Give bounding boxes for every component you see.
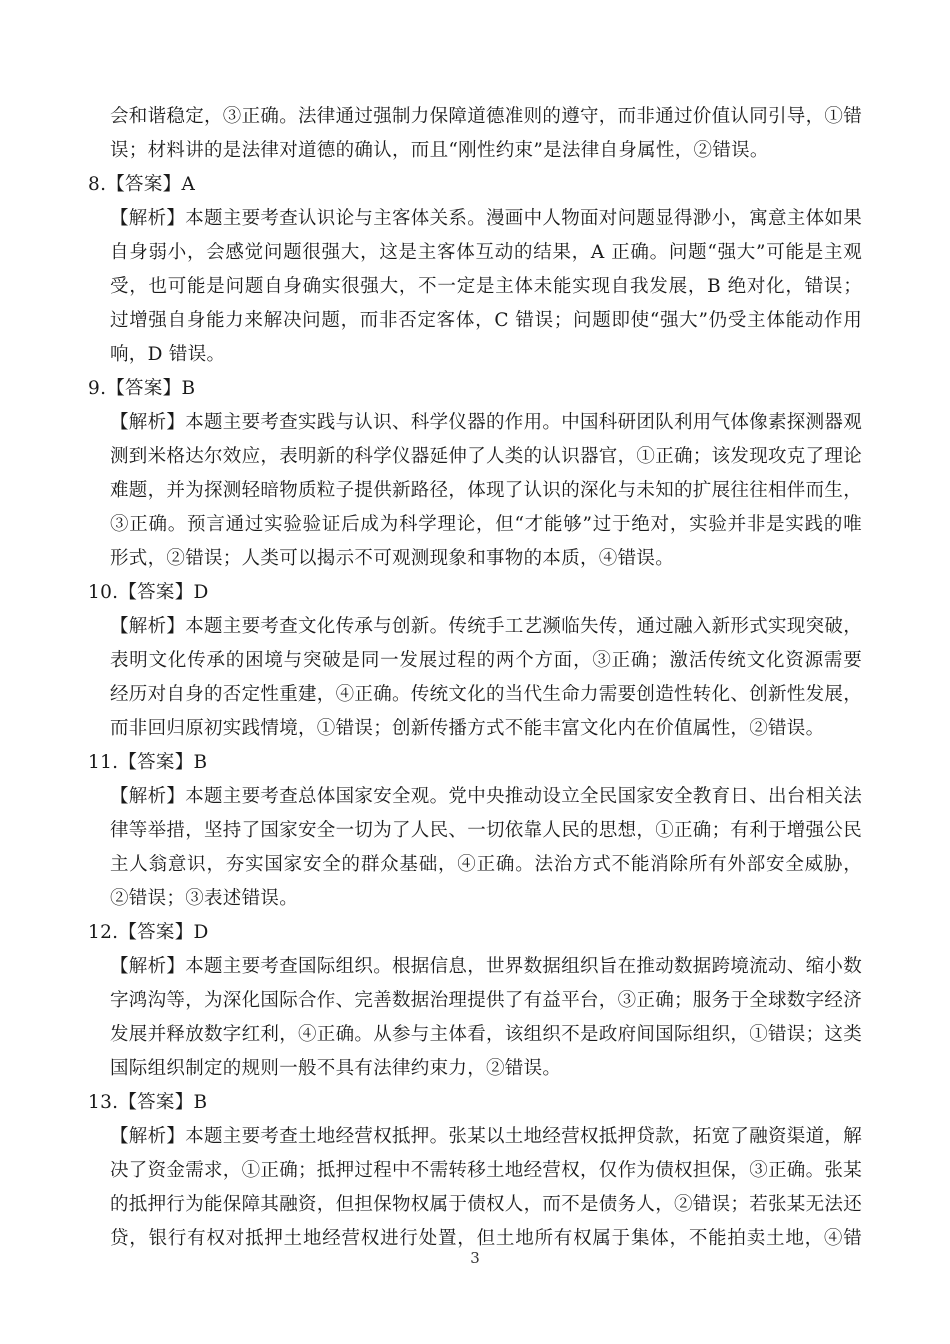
analysis-line: 而非回归原初实践情境，①错误；创新传播方式不能丰富文化内在价值属性，②错误。 bbox=[110, 718, 825, 739]
analysis-line: 律等举措，坚持了国家安全一切为了人民、一切依靠人民的思想，①正确；有利于增强公民 bbox=[110, 820, 862, 841]
analysis-line: 主人翁意识，夯实国家安全的群众基础，④正确。法治方式不能消除所有外部安全威胁， bbox=[110, 854, 862, 875]
text-line: 误；材料讲的是法律对道德的确认，而且“刚性约束”是法律自身属性，②错误。 bbox=[110, 140, 769, 161]
analysis-line: 过增强自身能力来解决问题，而非否定客体，C 错误；问题即使“强大”仍受主体能动作用 bbox=[110, 310, 862, 331]
analysis-line: 决了资金需求，①正确；抵押过程中不需转移土地经营权，仅作为债权担保，③正确。张某 bbox=[110, 1160, 862, 1181]
analysis-line: 【解析】本题主要考查国际组织。根据信息，世界数据组织旨在推动数据跨境流动、缩小数 bbox=[110, 956, 862, 977]
answer-heading: 8.【答案】A bbox=[88, 174, 196, 195]
analysis-line: 难题，并为探测轻暗物质粒子提供新路径，体现了认识的深化与未知的扩展往往相伴而生， bbox=[110, 480, 862, 501]
answer-heading: 9.【答案】B bbox=[88, 378, 196, 399]
analysis-line: 发展并释放数字红利，④正确。从参与主体看，该组织不是政府间国际组织，①错误；这类 bbox=[110, 1024, 862, 1045]
analysis-line: 【解析】本题主要考查总体国家安全观。党中央推动设立全民国家安全教育日、出台相关法 bbox=[110, 786, 862, 807]
analysis-line: 响，D 错误。 bbox=[110, 344, 226, 365]
answer-heading: 12.【答案】D bbox=[88, 922, 209, 943]
analysis-line: 受，也可能是问题自身确实很强大，不一定是主体未能实现自我发展，B 绝对化，错误； bbox=[110, 276, 862, 297]
analysis-line: 表明文化传承的困境与突破是同一发展过程的两个方面，③正确；激活传统文化资源需要 bbox=[110, 650, 862, 671]
answer-heading: 13.【答案】B bbox=[88, 1092, 208, 1113]
page-number: 3 bbox=[470, 1249, 480, 1267]
answer-heading: 10.【答案】D bbox=[88, 582, 209, 603]
analysis-line: 【解析】本题主要考查文化传承与创新。传统手工艺濒临失传，通过融入新形式实现突破， bbox=[110, 616, 862, 637]
analysis-line: 的抵押行为能保障其融资，但担保物权属于债权人，而不是债务人，②错误；若张某无法还 bbox=[110, 1194, 862, 1215]
analysis-line: 自身弱小，会感觉问题很强大，这是主客体互动的结果，A 正确。问题“强大”可能是主观 bbox=[110, 242, 862, 263]
answer-heading: 11.【答案】B bbox=[88, 752, 208, 773]
analysis-line: 贷，银行有权对抵押土地经营权进行处置，但土地所有权属于集体，不能拍卖土地，④错 bbox=[110, 1228, 862, 1249]
analysis-line: ②错误；③表述错误。 bbox=[110, 888, 299, 909]
analysis-line: 经历对自身的否定性重建，④正确。传统文化的当代生命力需要创造性转化、创新性发展， bbox=[110, 684, 862, 705]
analysis-line: ③正确。预言通过实验验证后成为科学理论，但“才能够”过于绝对，实验并非是实践的唯 bbox=[110, 514, 862, 535]
analysis-line: 形式，②错误；人类可以揭示不可观测现象和事物的本质，④错误。 bbox=[110, 548, 675, 569]
analysis-line: 测到米格达尔效应，表明新的科学仪器延伸了人类的认识器官，①正确；该发现攻克了理论 bbox=[110, 446, 862, 467]
analysis-line: 【解析】本题主要考查认识论与主客体关系。漫画中人物面对问题显得渺小，寓意主体如果 bbox=[110, 208, 862, 229]
text-line: 会和谐稳定，③正确。法律通过强制力保障道德准则的遵守，而非通过价值认同引导，①错 bbox=[110, 106, 862, 127]
analysis-line: 【解析】本题主要考查实践与认识、科学仪器的作用。中国科研团队利用气体像素探测器观 bbox=[110, 412, 862, 433]
analysis-line: 国际组织制定的规则一般不具有法律约束力，②错误。 bbox=[110, 1058, 562, 1079]
analysis-line: 【解析】本题主要考查土地经营权抵押。张某以土地经营权抵押贷款，拓宽了融资渠道，解 bbox=[110, 1126, 862, 1147]
analysis-line: 字鸿沟等，为深化国际合作、完善数据治理提供了有益平台，③正确；服务于全球数字经济 bbox=[110, 990, 862, 1011]
